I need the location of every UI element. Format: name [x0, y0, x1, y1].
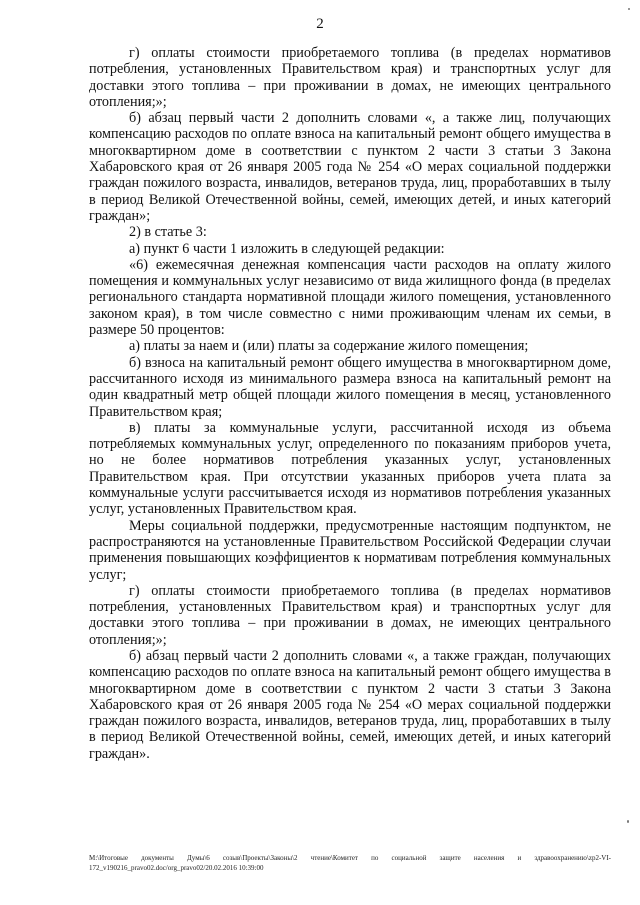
paragraph: а) пункт 6 части 1 изложить в следующей редакции:	[129, 240, 445, 257]
paragraph: 2) в статье 3:	[129, 224, 207, 241]
page-number: 2	[316, 16, 324, 32]
paragraph: г) оплаты стоимости приобретаемого топлива (в пределах нормативов потребления, установленных Правительством края) и транспортных услуг для доставки этого топлива – при проживании в домах, не имеющих центрального отопления;»;	[89, 45, 611, 110]
paragraph: б) абзац первый части 2 дополнить словами «, а также граждан, получающих компенсацию расходов по оплате взноса на капитальный ремонт общего имущества в многоквартирном доме в соответствии с пунктом 2 части 3 статьи 3 Закона Хабаровского края от 26 января 2005 года № 254 «О мерах социальной поддержки граждан пожилого возраста, инвалидов, ветеранов труда, лиц, проработавших в тылу в период Великой Отечественной войны, семей, имеющих детей, и иных категорий граждан».	[89, 647, 611, 762]
paragraph: «6) ежемесячная денежная компенсация части расходов на оплату жилого помещения и коммунальных услуг независимо от вида жилищного фонда (в пределах регионального стандарта нормативной площади жилого помещения, установленного законом края), в том числе совместно с ними проживающим членам их семьи, в размере 50 процентов:	[89, 256, 611, 339]
scan-artifact	[628, 8, 630, 10]
document-body	[89, 45, 611, 762]
paragraph: Меры социальной поддержки, предусмотренные настоящим подпунктом, не распространяются на установленные Правительством Российской Федерации случаи применения повышающих коэффициентов к нормативам потребления коммунальных услуг;	[89, 517, 611, 583]
paragraph: г) оплаты стоимости приобретаемого топлива (в пределах нормативов потребления, установленных Правительством края) и транспортных услуг для доставки этого топлива – при проживании в домах, не имеющих центрального отопления;»;	[89, 582, 611, 648]
paragraph: б) абзац первый части 2 дополнить словами «, а также лиц, получающих компенсацию расходов по оплате взноса на капитальный ремонт общего имущества в многоквартирном доме в соответствии с пунктом 2 части 3 статьи 3 Закона Хабаровского края от 26 января 2005 года № 254 «О мерах социальной поддержки граждан пожилого возраста, инвалидов, ветеранов труда, лиц, проработавших в тылу в период Великой Отечественной войны, семей, имеющих детей, и иных категорий граждан»;	[89, 110, 611, 224]
paragraph: в) платы за коммунальные услуги, рассчитанной исходя из объема потребляемых коммунальных услуг, определенного по показаниям приборов учета, но не более нормативов потребления указанных услуг, установленных Правительством края. При отсутствии указанных приборов учета плата за коммунальные услуги рассчитывается исходя из нормативов потребления указанных услуг, установленных Правительством края.	[89, 419, 611, 518]
paragraph: а) платы за наем и (или) платы за содержание жилого помещения;	[129, 338, 529, 355]
scan-artifact	[627, 820, 629, 823]
paragraph: б) взноса на капитальный ремонт общего имущества в многоквартирном доме, рассчитанного исходя из минимального размера взноса на капитальный ремонт на один квадратный метр общей площади жилого помещения в месяц, установленного Правительством края;	[89, 354, 611, 420]
file-path-footer: M:\Итоговые документы Думы\6 созыв\Проекты\Законы\2 чтение\Комитет по социальной защите населения и здравоохранению\zp2-VI-172_v190216_pravo02.doc/org_pravo02/20.02.2016 10:39:00	[89, 854, 611, 872]
